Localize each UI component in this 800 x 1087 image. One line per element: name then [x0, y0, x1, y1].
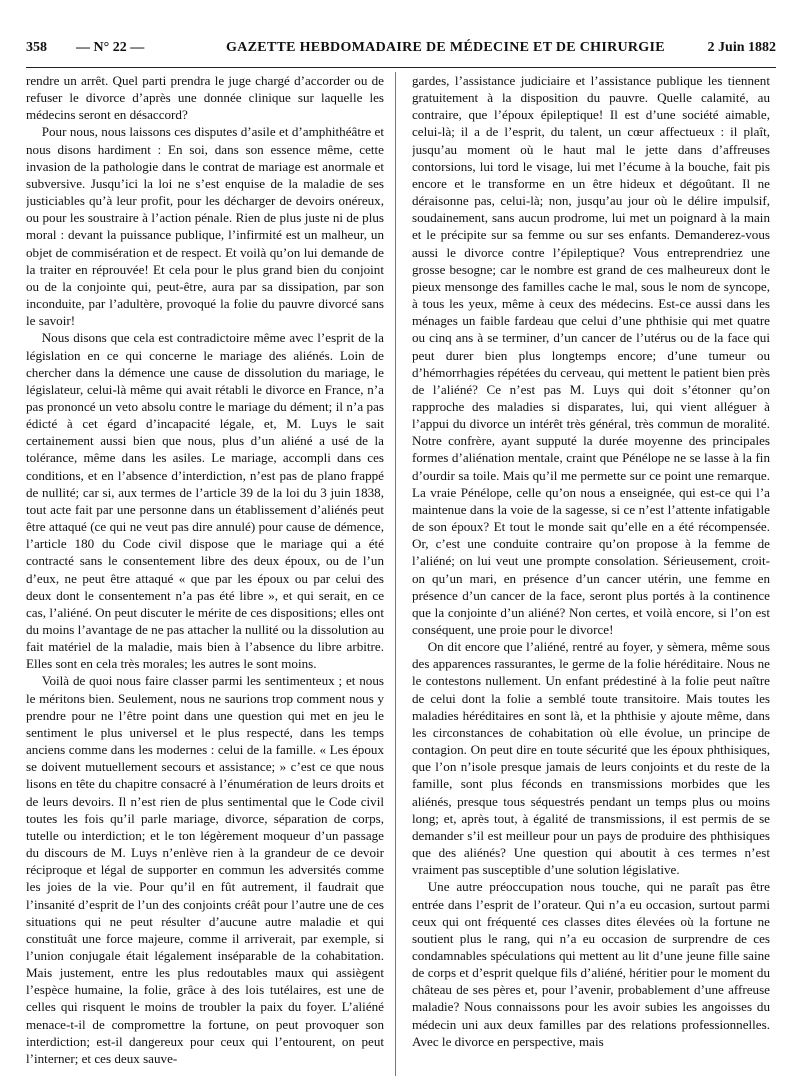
issue-number: — N° 22 — [76, 40, 145, 55]
paragraph: On dit encore que l’aliéné, rentré au foyer, y sèmera, même sous des apparences rassurantes, le germe de la folie héréditaire. Nous ne le contestons nullement. Un enfant prédestiné à la folie peut naître de celui dont la folie a semblé toute transitoire. Mais toutes les maladies héréditaires en sont là, et la phthisie y ajoute même, dans les circonstances de cohabitation où elle évolue, un principe de contagion. On peut dire en toute sécurité que les époux phthisiques, que l’on n’isole presque jamais de leurs conjoints et du reste de la famille, sont plus féconds en transmissions morbides que les aliénés, presque tous séquestrés pendant un temps plus ou moins long; et, après tout, à égalité de transmissions, il est permis de se demander s’il est meilleur pour un pays de produire des phthisiques que des aliénés? Une question qui aboutit à ces termes n’est vraiment pas susceptible d’une solution législative. [412, 639, 770, 878]
journal-title: GAZETTE HEBDOMADAIRE DE MÉDECINE ET DE CHIRURGIE [226, 40, 665, 55]
paragraph: Une autre préoccupation nous touche, qui ne paraît pas être entrée dans l’esprit de l’orateur. Qui n’a eu occasion, surtout parmi ceux qui ont fréquenté ces classes dites élevées où la fortune ne soutient plus le rang, qui n’a eu occasion de surprendre de ces condamnables spéculations qui mettent au lit d’une jeune fille saine de corps et d’esprit quelque fils d’aliéné, héritier pour le moment du château de ses pères et, pour l’avenir, probablement d’une affreuse maladie? Nous connaissons pour les avoir subies les angoisses du médecin uni aux deux familles par des relations professionnelles. Avec le divorce en perspective, mais [412, 879, 770, 1049]
right-column [412, 72, 770, 1076]
left-column [26, 72, 384, 1076]
header-rule [26, 67, 776, 68]
paragraph: Voilà de quoi nous faire classer parmi les sentimenteux ; et nous le méritons bien. Seulement, nous ne saurions trop comment nous y prendre pour ne l’être point dans une question qui met en jeu le sentiment le plus universel et le plus respecté, dans les temps anciens comme dans les modernes : celui de la famille. « Les époux se doivent mutuellement secours et assistance; » c’est ce que nous lisons en tête du chapitre consacré à l’énumération de leurs droits et de leurs devoirs. Il n’est rien de plus sentimental que le Code civil toutes les fois qu’il parle mariage, divorce, séparation de corps, tutelle ou interdiction; et le ton légèrement moqueur d’un passage du discours de M. Luys n’enlève rien à la grandeur de ce devoir réciproque et légal de supporter en commun les adversités comme les joies de la vie. Pour qu’il en fût autrement, il faudrait que l’insanité d’esprit de l’un des conjoints créât pour l’autre une de ces situations qui ne peut résulter d’aucune autre maladie et qui constituât une force majeure, comme il arriverait, par exemple, si l’union conjugale était légalement inséparable de la cohabitation. Mais justement, entre les plus redoutables maux qui assiègent l’espèce humaine, la folie, grâce à des lois tutélaires, est une de celles qui risquent le moins de troubler la paix du foyer. L’aliéné menace-t-il de compromettre la fortune, on peut provoquer son interdiction; est-il dangereux pour ceux qui l’entourent, on peut l’interner; et ces deux sauve- [26, 673, 384, 1066]
paragraph: Nous disons que cela est contradictoire même avec l’esprit de la législation en ce qui concerne le mariage des aliénés. Loin de chercher dans la démence une cause de dissolution du mariage, le législateur, celui-là même qui avait rétabli le divorce en France, n’a pas prononcé un veto absolu contre le mariage du dément; il n’a pas édicté à cet égard d’incapacité légale, et, M. Luys le sait certainement aussi bien que nous, plus d’un aliéné a usé de la tolérance, même dans les asiles. Le mariage, accompli dans ces conditions, et en l’absence d’interdiction, n’est pas de plano frappé de nullité; car si, aux termes de l’article 39 de la loi du 3 juin 1838, tout acte fait par une personne dans un établissement d’aliénés peut être attaqué (ce qui ne veut pas dire annulé) pour cause de démence, l’article 180 du Code civil dispose que le mariage qui a été contracté sans le consentement libre des deux époux, ou de l’un d’eux, ne peut être attaqué « que par les époux ou par celui des deux dont le consentement n’a pas été libre », et qui serait, en ce cas, l’aliéné. On peut discuter le mérite de ces dispositions; elles ont du moins l’avantage de ne pas attacher la nullité ou la dissolution au fait matériel de la maladie, mais bien à l’absence du libre arbitre. Elles sont en cela très morales; les autres le sont moins. [26, 330, 384, 672]
paragraph: rendre un arrêt. Quel parti prendra le juge chargé d’accorder ou de refuser le divorce d’après une donnée clinique sur laquelle les médecins seront en désaccord? [26, 73, 384, 123]
running-header [26, 40, 776, 66]
page-number: 358 [26, 40, 47, 55]
paragraph: Pour nous, nous laissons ces disputes d’asile et d’amphithéâtre et nous disons hardiment : En soi, dans son essence même, cette invasion de la pathologie dans le contrat de mariage est anormale et subversive. Jusqu’ici la loi ne s’est enquise de la maladie de ses justiciables qu’à leur profit, pour les décharger de devoirs onéreux, ou pour les soustraire à l’action pénale. Rien de plus juste ni de plus moral : devant la puissance publique, l’infirmité est un malheur, un objet de commisération et de respect. Et voilà qu’on lui demande de la traiter en réprouvée! Et cela pour le plus grand bien du conjoint ou de la conjointe qui, peut-être, aura par sa dissipation, par son inconduite, par l’adultère, provoqué la folie du pauvre divorcé sans le savoir! [26, 124, 384, 329]
paragraph: gardes, l’assistance judiciaire et l’assistance publique les tiennent gratuitement à la disposition du pauvre. Quelle calamité, au contraire, que l’époux épileptique! Il est d’une société aimable, celui-là; il a de l’esprit, du talent, un cœur affectueux : il plaît, jusqu’au moment où le haut mal le jette dans d’affreuses contorsions, lui tord le visage, lui met l’écume à la bouche, fait pis encore et le transforme en un être hideux et dégoûtant. Il ne déraisonne pas, celui-là; non, jusqu’au jour où le délire impulsif, soudainement, sans aucun prodrome, lui met un poignard à la main et le précipite sur sa femme ou sur ses enfants. Demanderez-vous aussi le divorce contre l’épileptique? Vous entreprendriez une grosse besogne; car le nombre est grand de ces malheureux dont le pieux mensonge des familles cache le mal, sous le nom de syncope, à tous les yeux, même à ceux des médecins. Est-ce aussi dans les ménages un faible fardeau que celui d’une phthisie qui met quatre ou cinq ans à se terminer, d’un cancer de l’utérus ou de la face qui peut durer bien plus longtemps encore; d’une tumeur ou d’hémorrhagies répétées du cerveau, qui mettent le patient bien près de l’aliéné? Ce n’est pas M. Luys qui doit s’étonner qu’on rapproche des maladies si disparates, lui, qui vient alléguer à l’appui du divorce un intérêt très général, très commun de moralité. Notre confrère, ayant supputé la durée moyenne des principales formes d’aliénation mentale, craint que Pénélope ne se lasse à la fin d’ourdir sa toile. Mais qu’il me permette sur ce point une remarque. La vraie Pénélope, celle qu’on nous a enseignée, qui est-ce qui l’a maintenue dans la voie de la sagesse, si ce n’est l’attente infatigable de son époux? Et tout le monde sait qu’elle en a été récompensée. Or, c’est une conduite contraire qu’on propose à la femme de l’aliéné; on lui veut une prompte consolation. Sérieusement, croit-on qu’un mari, en présence d’un cancer utérin, une femme en présence d’un cancer de la face, seront plus portés à la continence que la conjointe d’un aliéné? Non certes, et voilà encore, si l’on est conséquent, une proie pour le divorce! [412, 73, 770, 637]
column-divider [395, 72, 396, 1076]
issue-date: 2 Juin 1882 [707, 40, 776, 55]
